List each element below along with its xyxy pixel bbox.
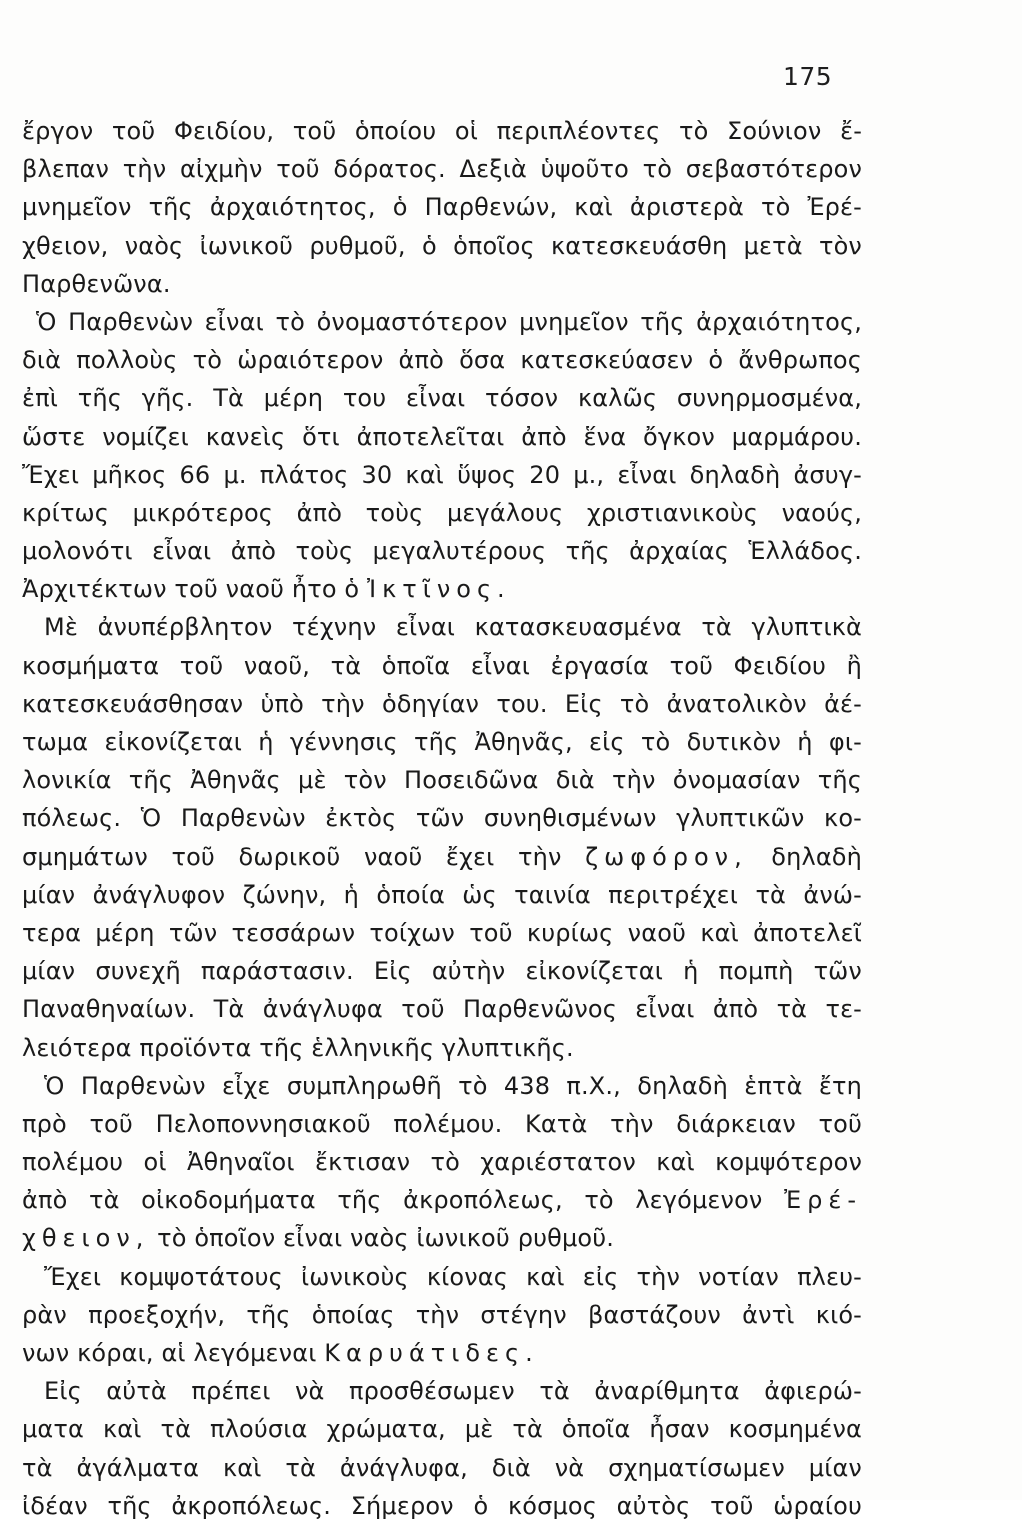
text-line: κρίτως μικρότερος ἀπὸ τοὺς μεγάλους χριστιανικοὺς ναούς,	[22, 498, 862, 527]
text-line	[22, 838, 862, 876]
text-line: τωμα εἰκονίζεται ἡ γέννησις τῆς Ἀθηνᾶς, εἰς τὸ δυτικὸν ἡ φι-	[22, 728, 862, 756]
text-line: μίαν ἀνάγλυφον ζώνην, ἡ ὁποία ὡς ταινία περιτρέχει τὰ ἀνώ-	[22, 880, 862, 909]
text-line: ματα καὶ τὰ πλούσια χρώματα, μὲ τὰ ὁποῖα ἦσαν κοσμημένα	[22, 1415, 862, 1444]
text-line	[22, 1181, 862, 1219]
text-line: τὰ ἀγάλματα καὶ τὰ ἀνάγλυφα, διὰ νὰ σχηματίσωμεν μίαν	[22, 1453, 862, 1482]
text-line: Μὲ ἀνυπέρβλητον τέχνην εἶναι κατασκευασμένα τὰ γλυπτικὰ	[44, 613, 862, 642]
text-line: μίαν συνεχῆ παράστασιν. Εἰς αὐτὴν εἰκονίζεται ἡ πομπὴ τῶν	[22, 957, 862, 986]
text-line: πόλεως. Ὁ Παρθενὼν ἐκτὸς τῶν συνηθισμένων γλυπτικῶν κο-	[22, 804, 862, 833]
text-segment: ἀπὸ τὰ οἰκοδομήματα τῆς ἀκροπόλεως, τὸ λεγόμενον	[22, 1186, 763, 1215]
text-line: λονικία τῆς Ἀθηνᾶς μὲ τὸν Ποσειδῶνα διὰ τὴν ὀνομασίαν τῆς	[22, 766, 862, 795]
text-line	[22, 570, 862, 608]
text-line: ὥστε νομίζει κανεὶς ὅτι ἀποτελεῖται ἀπὸ ἕνα ὄγκον μαρμάρου.	[22, 422, 862, 451]
text-segment: νων κόραι, αἱ λεγόμεναι	[22, 1339, 317, 1367]
text-line	[22, 1334, 862, 1372]
text-segment: σμημάτων τοῦ δωρικοῦ ναοῦ ἔχει τὴν	[22, 842, 562, 871]
emphasized-word: Ἰκτῖνος.	[367, 575, 511, 604]
text-line: πρὸ τοῦ Πελοποννησιακοῦ πολέμου. Κατὰ τὴν διάρκειαν τοῦ	[22, 1109, 862, 1138]
page-number: 175	[783, 62, 833, 91]
text-line: Εἰς αὐτὰ πρέπει νὰ προσθέσωμεν τὰ ἀναρίθμητα ἀφιερώ-	[44, 1377, 862, 1406]
text-line: Ἔχει μῆκος 66 μ. πλάτος 30 καὶ ὕψος 20 μ., εἶναι δηλαδὴ ἀσυγ-	[22, 460, 862, 489]
text-line: διὰ πολλοὺς τὸ ὡραιότερον ἀπὸ ὅσα κατεσκεύασεν ὁ ἄνθρωπος	[22, 346, 862, 375]
text-line: μνημεῖον τῆς ἀρχαιότητος, ὁ Παρθενών, καὶ ἀριστερὰ τὸ Ἐρέ-	[22, 193, 862, 222]
text-line: ρὰν προεξοχήν, τῆς ὁποίας τὴν στέγην βαστάζουν ἀντὶ κιό-	[22, 1300, 862, 1329]
text-line: Παρθενῶνα.	[22, 269, 171, 298]
text-line: πολέμου οἱ Ἀθηναῖοι ἔκτισαν τὸ χαριέστατον καὶ κομψότερον	[22, 1148, 862, 1177]
text-line: Ἔχει κομψοτάτους ἰωνικοὺς κίονας καὶ εἰς τὴν νοτίαν πλευ-	[44, 1262, 862, 1291]
text-line: μολονότι εἶναι ἀπὸ τοὺς μεγαλυτέρους τῆς ἀρχαίας Ἑλλάδος.	[22, 537, 862, 566]
body-text	[22, 112, 862, 1525]
text-line: τερα μέρη τῶν τεσσάρων τοίχων τοῦ κυρίως ναοῦ καὶ ἀποτελεῖ	[22, 918, 862, 947]
emphasized-word: χθειον,	[22, 1224, 150, 1253]
text-line: λειότερα προϊόντα τῆς ἑλληνικῆς γλυπτικῆς.	[22, 1033, 574, 1062]
text-line: Ὁ Παρθενὼν εἶχε συμπληρωθῆ τὸ 438 π.Χ., δηλαδὴ ἑπτὰ ἔτη	[44, 1071, 862, 1100]
text-line: ἔργον τοῦ Φειδίου, τοῦ ὁποίου οἱ περιπλέοντες τὸ Σούνιον ἔ-	[22, 117, 862, 145]
emphasized-word: Καρυάτιδες.	[324, 1339, 539, 1367]
text-segment: Ἀρχιτέκτων τοῦ ναοῦ ἦτο ὁ	[22, 575, 360, 604]
text-segment: τὸ ὁποῖον εἶναι ναὸς ἰωνικοῦ ρυθμοῦ.	[157, 1224, 615, 1253]
text-line: Ὁ Παρθενὼν εἶναι τὸ ὀνομαστότερον μνημεῖον τῆς ἀρχαιότητος,	[36, 307, 862, 336]
text-segment: δηλαδὴ	[771, 842, 862, 871]
text-line	[22, 1219, 862, 1257]
text-line: χθειον, ναὸς ἰωνικοῦ ρυθμοῦ, ὁ ὁποῖος κατεσκευάσθη μετὰ τὸν	[22, 231, 862, 260]
text-line: Παναθηναίων. Τὰ ἀνάγλυφα τοῦ Παρθενῶνος εἶναι ἀπὸ τὰ τε-	[22, 995, 862, 1024]
text-line: κατεσκευάσθησαν ὑπὸ τὴν ὁδηγίαν του. Εἰς τὸ ἀνατολικὸν ἀέ-	[22, 689, 862, 718]
text-line: ἐπὶ τῆς γῆς. Τὰ μέρη του εἶναι τόσον καλῶς συνηρμοσμένα,	[22, 384, 862, 413]
emphasized-word: ζωφόρον,	[585, 842, 748, 871]
text-line: βλεπαν τὴν αἰχμὴν τοῦ δόρατος. Δεξιὰ ὑψοῦτο τὸ σεβαστότερον	[22, 155, 862, 184]
emphasized-word: Ἐρέ-	[784, 1186, 862, 1215]
text-line: ἰδέαν τῆς ἀκροπόλεως. Σήμερον ὁ κόσμος αὐτὸς τοῦ ὡραίου	[22, 1491, 862, 1520]
text-line: κοσμήματα τοῦ ναοῦ, τὰ ὁποῖα εἶναι ἐργασία τοῦ Φειδίου ἢ	[22, 651, 862, 680]
